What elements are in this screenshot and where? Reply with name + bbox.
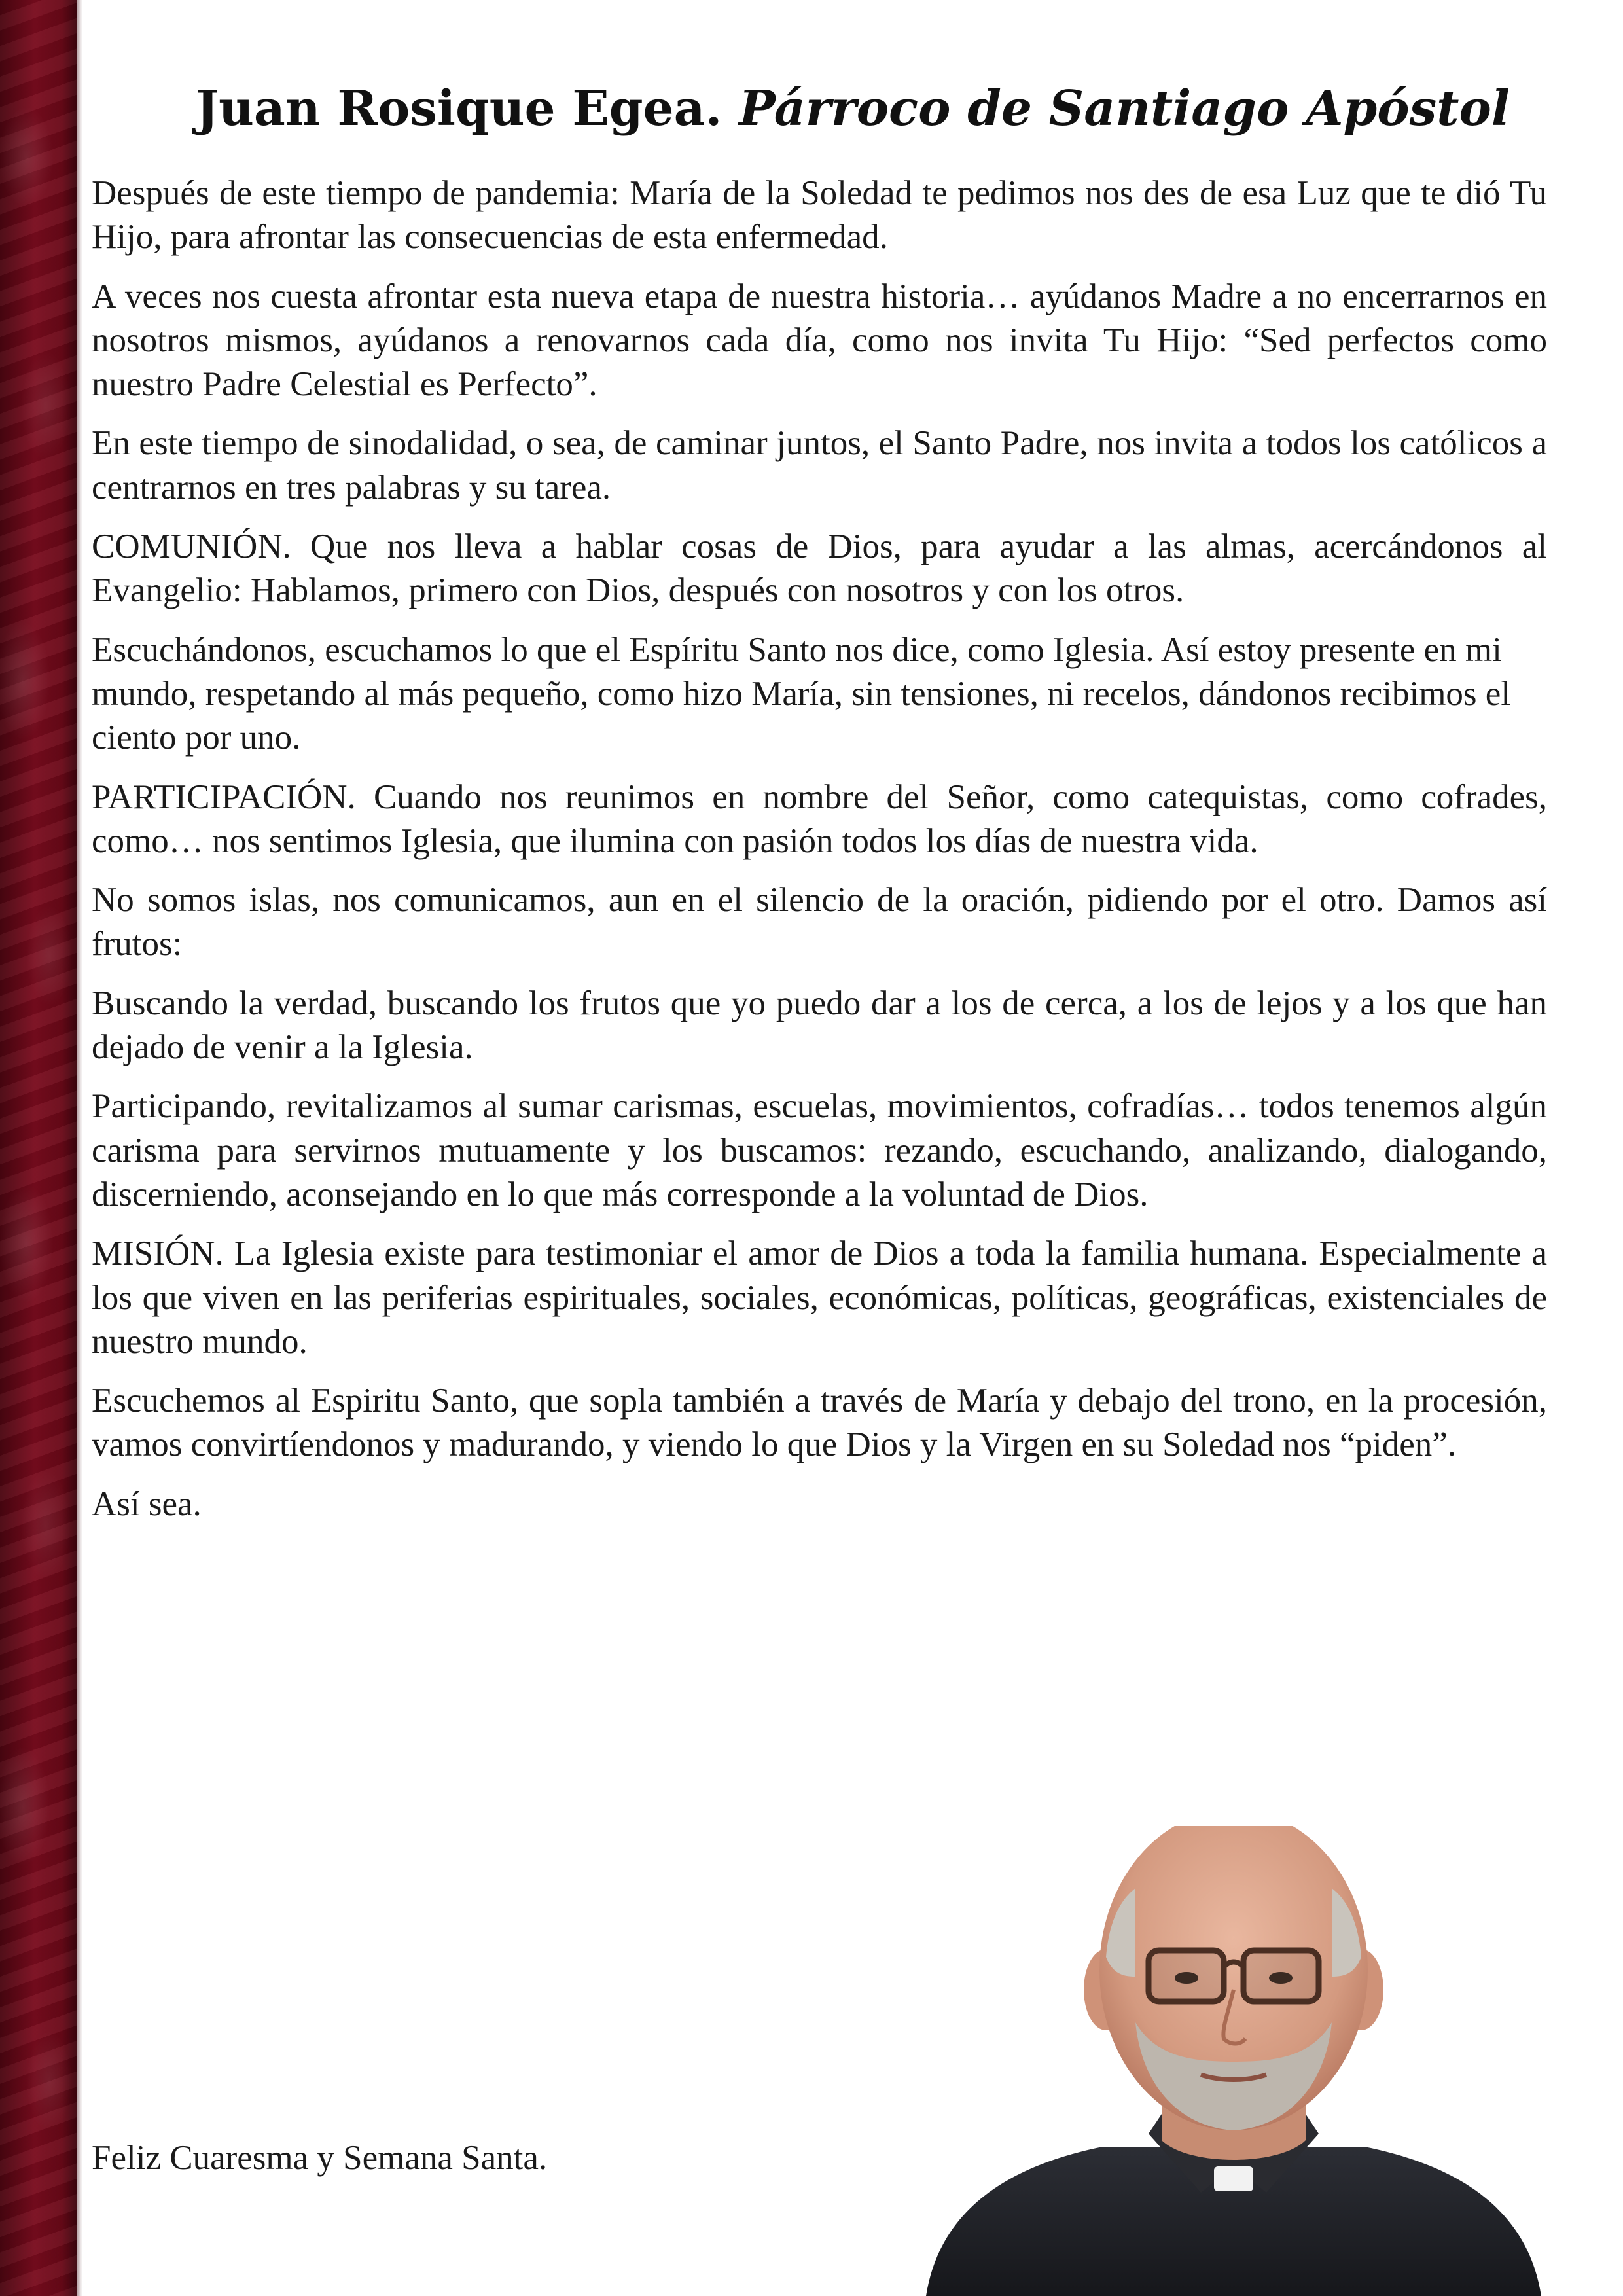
paragraph-pandemia: Después de este tiempo de pandemia: María de la Soledad te pedimos nos des de esa Luz que te dió Tu Hijo, para afrontar las consecuencias de esta enfermedad. [92,174,1547,257]
band-edge-shadow [77,0,82,2296]
letter-body [92,171,1547,1541]
paragraph-escuchandonos: Escuchándonos, escuchamos lo que el Espíritu Santo nos dice, como Iglesia. Así estoy presente en mi mundo, respetando al más pequeño, como hizo María, sin tensiones, ni recelos, dándonos recibimos el ciento por uno. [92,630,1511,757]
paragraph-asi-sea: Así sea. [92,1484,202,1523]
page-title [82,80,1623,138]
paragraph-participando: Participando, revitalizamos al sumar carismas, escuelas, movimientos, cofradías… todos tenemos algún carisma para servirnos mutuamente y los buscamos: rezando, escuchando, analizando, dialogando, discerniendo, aconsejando en lo que más corresponde a la voluntad de Dios. [92,1087,1547,1213]
paragraph-mision: MISIÓN. La Iglesia existe para testimoniar el amor de Dios a toda la familia humana. Especialmente a los que viven en las periferias espirituales, sociales, económicas, políticas, geográficas, existenciales de nuestro mundo. [92,1234,1547,1361]
paragraph-comunion: COMUNIÓN. Que nos lleva a hablar cosas de Dios, para ayudar a las almas, acercándonos al Evangelio: Hablamos, primero con Dios, después con nosotros y con los otros. [92,528,1547,610]
author-role: Párroco de Santiago Apóstol [739,80,1510,137]
paragraph-participacion: PARTICIPACIÓN. Cuando nos reunimos en nombre del Señor, como catequistas, como cofrades, como… nos sentimos Iglesia, que ilumina con pasión todos los días de nuestra vida. [92,778,1547,860]
author-name: Juan Rosique Egea. [196,80,722,137]
decorative-damask-band [0,0,77,2296]
paragraph-sinodalidad: En este tiempo de sinodalidad, o sea, de caminar juntos, el Santo Padre, nos invita a todos los católicos a centrarnos en tres palabras y su tarea. [92,424,1547,507]
paragraph-espiritu-santo: Escuchemos al Espiritu Santo, que sopla también a través de María y debajo del trono, en la procesión, vamos convirtíendonos y madurando, y viendo lo que Dios y la Virgen en su Soledad nos “piden”. [92,1382,1547,1464]
priest-portrait-photo [887,1826,1580,2296]
paragraph-etapa: A veces nos cuesta afrontar esta nueva etapa de nuestra historia… ayúdanos Madre a no encerrarnos en nosotros mismos, ayúdanos a renovarnos cada día, como nos invita Tu Hijo: “Sed perfectos como nuestro Padre Celestial es Perfecto”. [92,277,1547,404]
closing-greeting: Feliz Cuaresma y Semana Santa. [92,2139,548,2177]
paragraph-verdad: Buscando la verdad, buscando los frutos que yo puedo dar a los de cerca, a los de lejos y a los que han dejado de venir a la Iglesia. [92,984,1547,1067]
paragraph-islas: No somos islas, nos comunicamos, aun en el silencio de la oración, pidiendo por el otro. Damos así frutos: [92,881,1547,963]
